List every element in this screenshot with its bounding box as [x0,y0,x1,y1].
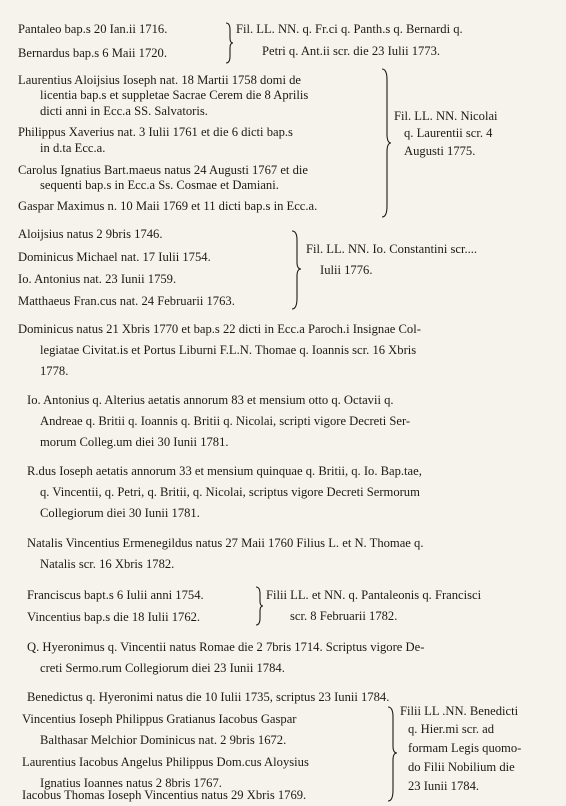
entry-7-line-2: Natalis scr. 16 Xbris 1782. [40,557,175,571]
entry-8-brace [254,586,264,626]
entry-5-line-1: Io. Antonius q. Alterius aetatis annorum 83 et mensium otto q. Octavii q. [27,393,394,407]
entry-9-line-1: Q. Hyeronimus q. Vincentii natus Romae die 2 7bris 1714. Scriptus vigore De- [27,640,425,654]
entry-3-left-line-2: Dominicus Michael nat. 17 Iulii 1754. [18,250,211,264]
entry-3-left-line-3: Io. Antonius nat. 23 Iunii 1759. [18,272,177,286]
entry-7-line-1: Natalis Vincentius Ermenegildus natus 27 Maii 1760 Filius L. et N. Thomae q. [27,536,424,550]
entry-4-line-2: legiatae Civitat.is et Portus Liburni F.L.N. Thomae q. Ioannis scr. 16 Xbris [40,343,417,357]
entry-8-left-line-2: Vincentius bap.s die 18 Iulii 1762. [27,610,201,624]
entry-11-left-line-5: Iacobus Thomas Ioseph Vincentius natus 29 Xbris 1769. [22,788,307,802]
entry-3-right-line-2: Iulii 1776. [320,263,373,277]
entry-11-right-line-5: 23 Iunii 1784. [408,779,480,793]
entry-2-right-line-1: Fil. LL. NN. Nicolai [394,109,498,123]
entry-3-left-line-1: Aloijsius natus 2 9bris 1746. [18,227,163,241]
entry-8-right-line-1: Filii LL. et NN. q. Pantaleonis q. Francisci [266,588,482,602]
entry-11-left-line-3: Laurentius Iacobus Angelus Philippus Dom.cus Aloysius [22,755,309,769]
entry-6-line-2: q. Vincentii, q. Petri, q. Britii, q. Nicolai, scriptus vigore Decreti Sermorum [40,485,420,499]
entry-5-line-3: morum Colleg.um diei 30 Iunii 1781. [40,435,229,449]
entry-11-left-line-4: Ignatius Ioannes natus 2 8bris 1767. [40,776,222,790]
entry-11-right-line-4: do Filii Nobilium die [408,760,515,774]
entry-3-brace [290,230,302,310]
entry-1-left-line-2: Bernardus bap.s 6 Maii 1720. [18,46,168,60]
entry-2-left-line-7: sequenti bap.s in Ecc.a Ss. Cosmae et Damiani. [40,178,279,192]
entry-11-right-line-1: Filii LL .NN. Benedicti [400,704,519,718]
entry-1-left-line-1: Pantaleo bap.s 20 Ian.ii 1716. [18,22,168,36]
entry-11-left-line-1: Vincentius Ioseph Philippus Gratianus Iacobus Gaspar [22,712,297,726]
entry-2-right-line-2: q. Laurentii scr. 4 [404,126,493,140]
entry-11-brace [386,706,398,802]
entry-2-left-line-1: Laurentius Aloijsius Ioseph nat. 18 Martii 1758 domi de [18,73,301,87]
entry-5-line-2: Andreae q. Britii q. Ioannis q. Britii q. Nicolai, scripti vigore Decreti Ser- [40,414,411,428]
entry-11-right-line-3: formam Legis quomo- [408,741,522,755]
entry-8-right-line-2: scr. 8 Februarii 1782. [290,609,398,623]
entry-2-left-line-8: Gaspar Maximus n. 10 Maii 1769 et 11 dicti bap.s in Ecc.a. [18,199,318,213]
entry-2-left-line-5: in d.ta Ecc.a. [40,141,106,155]
entry-1-right-line-2: Petri q. Ant.ii scr. die 23 Iulii 1773. [262,44,441,58]
entry-3-left-line-4: Matthaeus Fran.cus nat. 24 Februarii 1763. [18,294,235,308]
entry-2-brace [380,68,392,218]
entry-8-left-line-1: Franciscus bapt.s 6 Iulii anni 1754. [27,588,204,602]
entry-1-brace [224,22,234,64]
entry-11-left-line-2: Balthasar Melchior Dominicus nat. 2 9bris 1672. [40,733,287,747]
entry-1-right-line-1: Fil. LL. NN. q. Fr.ci q. Panth.s q. Bernardi q. [236,22,463,36]
entry-10-line-1: Benedictus q. Hyeronimi natus die 10 Iulii 1735, scriptus 23 Iunii 1784. [27,690,390,704]
entry-2-right-line-3: Augusti 1775. [404,144,476,158]
entry-6-line-1: R.dus Ioseph aetatis annorum 33 et mensium quinquae q. Britii, q. Io. Bap.tae, [27,464,422,478]
entry-6-line-3: Collegiorum diei 30 Iunii 1781. [40,506,200,520]
entry-2-left-line-6: Carolus Ignatius Bart.maeus natus 24 Augusti 1767 et die [18,163,308,177]
entry-2-left-line-2: licentia bap.s et suppletae Sacrae Cerem die 8 Aprilis [40,88,309,102]
entry-4-line-1: Dominicus natus 21 Xbris 1770 et bap.s 22 dicti in Ecc.a Paroch.i Insignae Col- [18,322,421,336]
entry-3-right-line-1: Fil. LL. NN. Io. Constantini scr.... [306,242,478,256]
entry-2-left-line-3: dicti anni in Ecc.a SS. Salvatoris. [40,104,208,118]
entry-4-line-3: 1778. [40,364,69,378]
entry-2-left-line-4: Philippus Xaverius nat. 3 Iulii 1761 et die 6 dicti bap.s [18,125,293,139]
entry-9-line-2: creti Sermo.rum Collegiorum diei 23 Iunii 1784. [40,661,285,675]
entry-11-right-line-2: q. Hier.mi scr. ad [408,722,495,736]
